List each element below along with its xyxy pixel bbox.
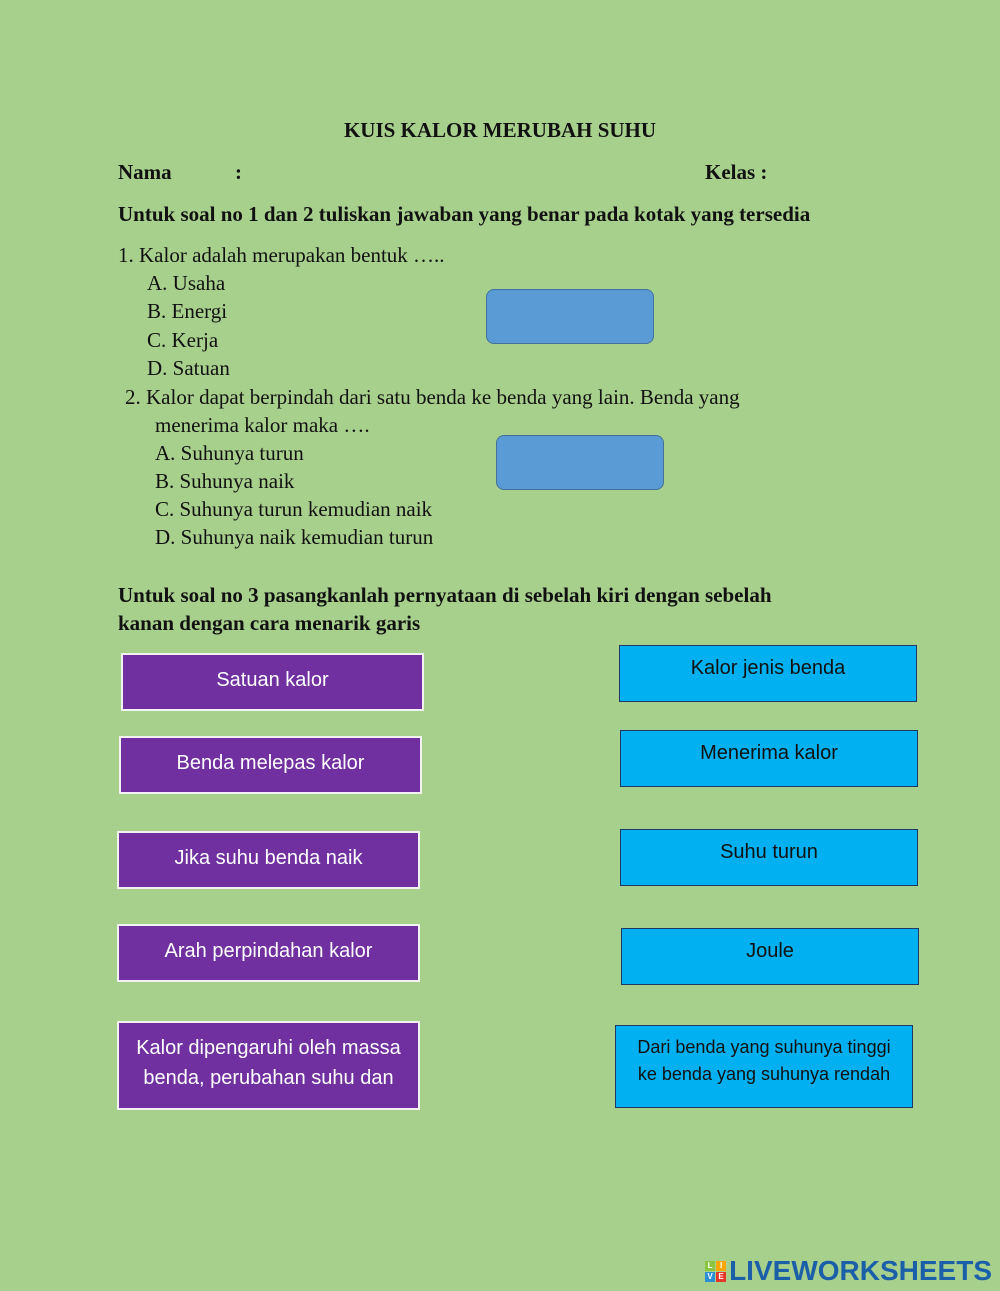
- kelas-label: Kelas :: [705, 160, 768, 184]
- match-right-5-line-1: Dari benda yang suhunya tinggi: [637, 1037, 891, 1057]
- match-right-2-label: Menerima kalor: [700, 742, 838, 764]
- q1-answer-box[interactable]: [486, 289, 654, 344]
- instruction-1: Untuk soal no 1 dan 2 tuliskan jawaban yang benar pada kotak yang tersedia: [118, 202, 811, 226]
- question-2-line-2: menerima kalor maka ….: [155, 413, 370, 437]
- q2-option-b: B. Suhunya naik: [155, 469, 295, 493]
- q1-option-c: C. Kerja: [147, 328, 219, 352]
- q2-option-d: D. Suhunya naik kemudian turun: [155, 525, 434, 549]
- q1-option-d: D. Satuan: [147, 356, 230, 380]
- q2-option-c: C. Suhunya turun kemudian naik: [155, 497, 433, 521]
- nama-colon: :: [235, 160, 242, 184]
- match-right-4[interactable]: [621, 928, 919, 985]
- liveworksheets-logo-text: LIVEWORKSHEETS: [729, 1255, 992, 1286]
- match-left-5[interactable]: [117, 1021, 420, 1110]
- instruction-2-line-2: kanan dengan cara menarik garis: [118, 611, 421, 635]
- match-right-5[interactable]: [615, 1025, 913, 1108]
- match-left-2[interactable]: [119, 736, 422, 794]
- liveworksheets-logo-icon: [705, 1261, 726, 1282]
- logo-letter-l: L: [705, 1261, 715, 1271]
- match-right-5-line-2: ke benda yang suhunya rendah: [637, 1064, 891, 1084]
- liveworksheets-logo: [705, 1255, 992, 1287]
- q1-option-a: A. Usaha: [147, 271, 226, 295]
- match-left-4-label: Arah perpindahan kalor: [164, 940, 373, 962]
- match-left-5-line-1: Kalor dipengaruhi oleh massa: [136, 1037, 401, 1059]
- question-1: 1. Kalor adalah merupakan bentuk …..: [118, 243, 445, 267]
- logo-letter-i: I: [716, 1261, 726, 1271]
- match-right-1[interactable]: [619, 645, 917, 702]
- match-right-3-label: Suhu turun: [720, 841, 818, 863]
- match-left-1[interactable]: [121, 653, 424, 711]
- instruction-2-line-1: Untuk soal no 3 pasangkanlah pernyataan di sebelah kiri dengan sebelah: [118, 583, 772, 607]
- match-right-1-label: Kalor jenis benda: [690, 657, 846, 679]
- q2-answer-box[interactable]: [496, 435, 664, 490]
- match-right-2[interactable]: [620, 730, 918, 787]
- match-left-4[interactable]: [117, 924, 420, 982]
- match-left-1-label: Satuan kalor: [216, 669, 329, 691]
- match-left-5-line-2: benda, perubahan suhu dan: [143, 1067, 394, 1089]
- question-2-line-1: 2. Kalor dapat berpindah dari satu benda ke benda yang lain. Benda yang: [125, 385, 740, 409]
- nama-label: Nama: [118, 160, 172, 184]
- match-left-3[interactable]: [117, 831, 420, 889]
- match-left-2-label: Benda melepas kalor: [176, 752, 365, 774]
- logo-letter-e: E: [716, 1272, 726, 1282]
- match-right-4-label: Joule: [746, 940, 794, 962]
- q2-option-a: A. Suhunya turun: [155, 441, 304, 465]
- match-right-3[interactable]: [620, 829, 918, 886]
- page-title: KUIS KALOR MERUBAH SUHU: [343, 118, 657, 142]
- q1-option-b: B. Energi: [147, 299, 228, 323]
- logo-letter-v: V: [705, 1272, 715, 1282]
- match-left-3-label: Jika suhu benda naik: [174, 847, 363, 869]
